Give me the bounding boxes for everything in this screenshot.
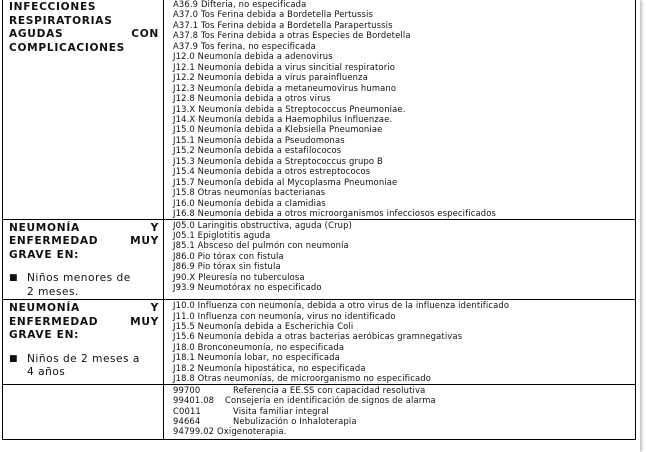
code-entry: J18.2 Neumonía hipostática, no especificada [173, 362, 366, 373]
procedures-cell [164, 384, 636, 439]
bullet-line: Niños menores de [27, 272, 131, 285]
population-bullet [3, 343, 163, 380]
category-line: AGUDAS CON [9, 28, 159, 41]
category-line: INFECCIONES [9, 1, 97, 13]
code-entry: J15.5 Neumonía debida a Escherichia Coli [173, 321, 354, 332]
procedure-description: Visita familiar integral [233, 405, 329, 416]
category-label [3, 0, 163, 55]
category-line: NEUMONÍA Y [9, 221, 159, 234]
procedure-code: 94799.02 [173, 426, 215, 437]
procedure-list [173, 385, 635, 437]
category-cell [3, 219, 164, 300]
category-label [3, 220, 163, 263]
category-line: COMPLICACIONES [9, 41, 126, 54]
code-entry: A37.8 Tos Ferina debida a otras Especies de Bordetella [173, 30, 411, 41]
diagnosis-code-table [2, 0, 636, 440]
code-entry: J15.4 Neumonía debida a otros estreptococos [173, 166, 371, 177]
code-entry: J18.0 Bronconeumonía, no especificada [173, 341, 345, 352]
code-entry: J16.8 Neumonía debida a otros microorganismos infecciosos especificados [173, 208, 496, 219]
code-entry: J12.2 Neumonía debida a virus parainfluenza [173, 72, 368, 83]
code-entry: J05.0 Laringitis obstructiva, aguda (Crup) [173, 219, 353, 230]
bullet-line: Niños de 2 meses a [27, 352, 140, 365]
code-entry: A37.1 Tos Ferina debida a Bordetella Parapertussis [173, 19, 393, 30]
procedure-description: Nebulización o Inhaloterapia [233, 415, 357, 426]
code-entry: J15.3 Neumonía debida a Streptococcus grupo B [173, 155, 383, 166]
category-line: ENFERMEDAD MUY [9, 315, 159, 328]
code-entry: J18.1 Neumonía lobar, no especificada [173, 352, 340, 363]
code-entry: J16.0 Neumonía debida a clamidias [173, 197, 326, 208]
code-entry: J12.3 Neumonía debida a metaneumovirus humano [173, 82, 397, 93]
procedure-code: 94664 [173, 415, 201, 426]
table-row [3, 219, 636, 300]
category-line: NEUMONÍA Y [9, 302, 159, 315]
code-entry: A37.9 Tos ferina, no especificada [173, 40, 316, 51]
code-entry: J12.0 Neumonía debida a adenovirus [173, 51, 333, 62]
codes-cell [164, 300, 636, 385]
code-list [173, 300, 635, 384]
code-entry: J90.X Pleuresía no tuberculosa [173, 271, 305, 282]
procedure-description: Consejería en identificación de signos de alarma [225, 395, 436, 406]
procedure-code: 99700 [173, 384, 201, 395]
procedure-entry [173, 416, 635, 426]
procedure-code: 99401.08 [173, 395, 215, 406]
category-line: GRAVE EN: [9, 248, 80, 261]
category-line: RESPIRATORIAS [9, 14, 113, 27]
code-entry: J05.1 Epiglotitis aguda [173, 229, 271, 240]
code-entry: J12.8 Neumonía debida a otros virus [173, 93, 331, 104]
code-entry: J15.7 Neumonía debida al Mycoplasma Pneumoniae [173, 176, 398, 187]
procedure-description: Oxigenoterapia. [217, 426, 287, 437]
category-line: ENFERMEDAD MUY [9, 235, 159, 248]
code-entry: J15.1 Neumonía debida a Pseudomonas [173, 134, 345, 145]
code-entry: A36.9 Difteria, no especificada [173, 0, 307, 9]
code-entry: J12.1 Neumonía debida a virus sincitial respiratorio [173, 61, 396, 72]
bullet-icon: ■ [9, 273, 19, 284]
table-row [3, 0, 636, 219]
population-bullet [3, 262, 163, 299]
bullet-icon: ■ [9, 353, 19, 364]
procedure-entry [173, 385, 635, 395]
code-entry: J93.9 Neumotórax no especificado [173, 282, 322, 293]
table-row [3, 384, 636, 439]
code-entry: J15.6 Neumonía debida a otras bacterias aeróbicas gramnegativas [173, 331, 463, 342]
procedure-entry [173, 426, 635, 436]
code-list [173, 220, 635, 293]
category-label [3, 300, 163, 343]
bullet-line: 2 meses. [27, 285, 79, 298]
category-cell [3, 300, 164, 385]
category-line: GRAVE EN: [9, 329, 80, 342]
category-cell [3, 0, 164, 219]
code-entry: J15.0 Neumonía debida a Klebsiella Pneumoniae [173, 124, 383, 135]
bullet-line: 4 años [27, 366, 66, 379]
code-list [173, 0, 635, 219]
procedure-code: C0011 [173, 405, 201, 416]
table-row [3, 300, 636, 385]
code-entry: J85.1 Absceso del pulmón con neumonía [173, 240, 349, 251]
code-entry: J13.X Neumonía debida a Streptococcus Pneumoniae. [173, 103, 406, 114]
code-entry: J14.X Neumonía debida a Haemophilus Influenzae. [173, 113, 393, 124]
procedure-entry [173, 395, 635, 405]
code-entry: A37.0 Tos Ferina debida a Bordetella Pertussis [173, 9, 374, 20]
empty-category-cell [3, 384, 164, 439]
code-entry: J86.9 Pio tórax sin fistula [173, 261, 281, 272]
code-entry: J18.8 Otras neumonías, de microorganismo no especificado [173, 373, 432, 384]
procedure-entry [173, 406, 635, 416]
procedure-description: Referencia a EE.SS con capacidad resolutiva [233, 384, 426, 395]
code-entry: J11.0 Influenza con neumonía, virus no identificado [173, 310, 396, 321]
code-entry: J15.8 Otras neumonías bacterianas [173, 187, 326, 198]
code-entry: J86.0 Pio tórax con fistula [173, 250, 284, 261]
codes-cell [164, 0, 636, 219]
code-entry: J15.2 Neumonía debida a estafilococos [173, 145, 342, 156]
code-entry: J10.0 Influenza con neumonía, debida a otro virus de la influenza identificado [173, 300, 510, 311]
codes-cell [164, 219, 636, 300]
